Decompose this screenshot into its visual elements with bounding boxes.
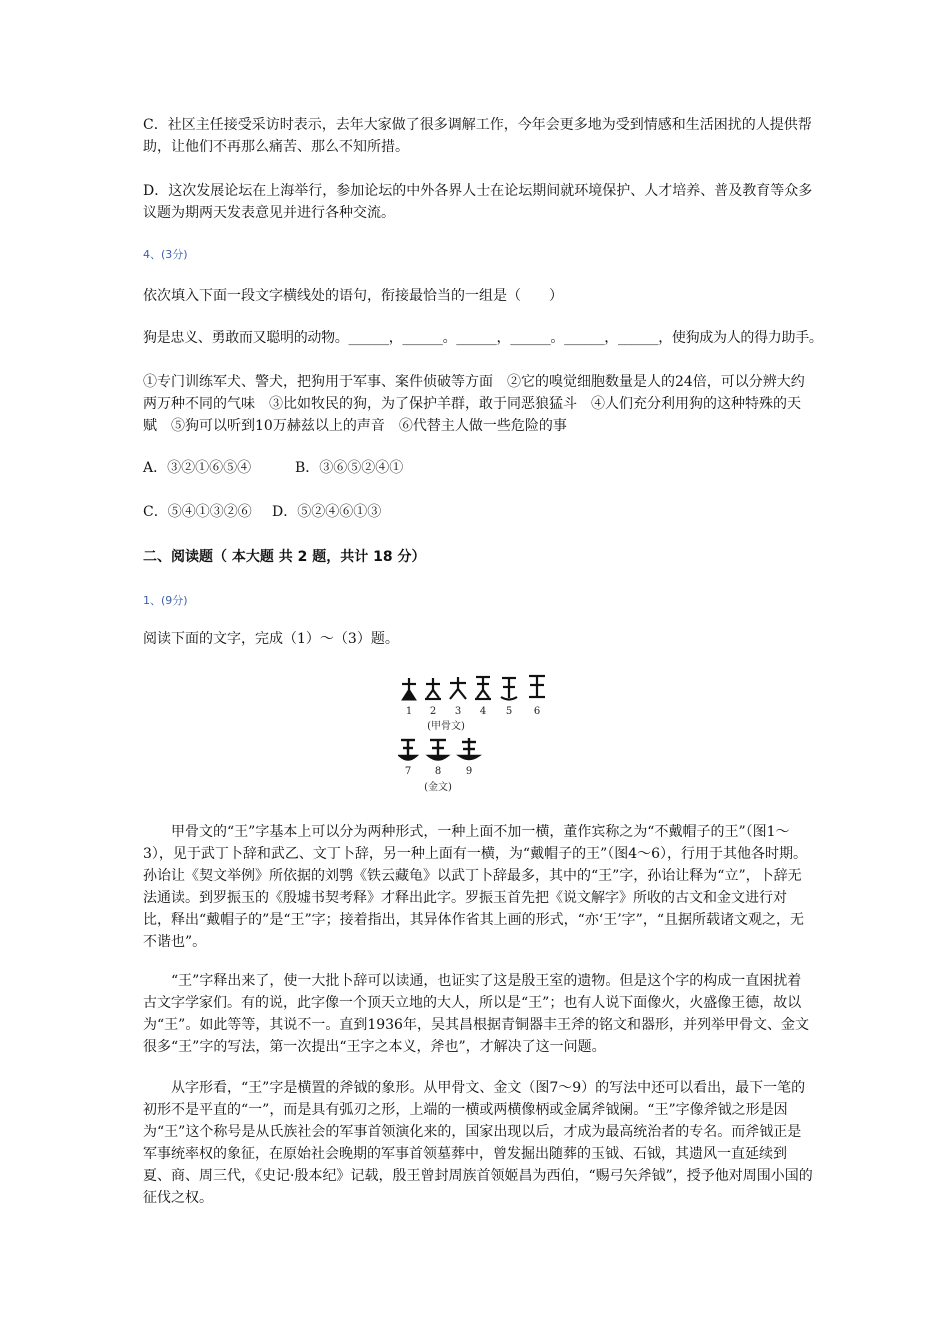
glyph-7 [400,740,416,760]
figure-number-2: 2 [429,706,437,717]
passage-paragraph-2: “王”字释出来了，使一大批卜辞可以读通，也证实了这是殷王室的遗物。但是这个字的构成一直困扰着古文字学家们。有的说，此字像一个顶天立地的大人，所以是“王”；也有人说下面像火，火盛像王德，故以为“王”。如此等等，其说不一。直到1936年，吴其昌根据青铜器丰王斧的铭文和器形，并列举甲骨文、金文很多“王”字的写法，第一次提出“王字之本义，斧也”，才解决了这一问题。 [143,973,809,1055]
q4-sentences: ①专门训练军犬、警犬，把狗用于军事、案件侦破等方面 ②它的嗅觉细胞数量是人的24倍，可以分辨大约两万种不同的气味 ③比如牧民的狗，为了保护羊群，敢于同恶狼猛斗 ④人们充分利用狗的这种特殊的天赋 ⑤狗可以听到10万赫兹以上的声音 ⑥代替主人做一些危险的事 [143,374,805,434]
figure-number-1: 1 [405,706,413,717]
q1-score: 1、(9分) [143,594,188,607]
q4-passage: 狗是忠义、勇敢而又聪明的动物。______，______。______，______。______，______，使狗成为人的得力助手。 [143,330,823,346]
figure-number-9: 9 [465,766,473,777]
q4-prompt: 依次填入下面一段文字横线处的语句，衔接最恰当的一组是（ ） [143,288,563,304]
passage-paragraph-3: 从字形看，“王”字是横置的斧钺的象形。从甲骨文、金文（图7～9）的写法中还可以看出，最下一笔的初形不是平直的“一”，而是具有弧刃之形，上端的一横或两横像柄或金属斧钺阑。“王”字像斧钺之形是因为“王”这个称号是从氏族社会的军事首领演化来的，国家出现以后，才成为最高统治者的专名。而斧钺正是军事统率权的象征，在原始社会晚期的军事首领墓葬中，曾发掘出随葬的玉钺、石钺，其遗风一直延续到夏、商、周三代，《史记·殷本纪》记载，殷王曾封周族首领姬昌为西伯，“赐弓矢斧钺”，授予他对周围小国的征伐之权。 [143,1080,813,1206]
passage-paragraph-1: 甲骨文的“王”字基本上可以分为两种形式，一种上面不加一横，董作宾称之为“不戴帽子的王”（图1～3），见于武丁卜辞和武乙、文丁卜辞，另一种上面有一横，为“戴帽子的王”（图4～6），行用于其他各时期。孙诒让《契文举例》所依据的刘鹗《铁云藏龟》以武丁卜辞最多，其中的“王”字，孙诒让释为“立”，卜辞无法通读。到罗振玉的《殷墟书契考释》才释出此字。罗振玉首先把《说文解字》所收的古文和金文进行对比，释出“戴帽子的”是“王”字；接着指出，其异体作省其上画的形式，“亦‘王’字”，“且据所载诸文观之，无不谐也”。 [143,824,808,950]
glyph-2 [425,678,441,699]
glyph-6 [529,676,545,697]
q4-option-a: A．③②①⑥⑤④ [143,460,252,476]
figure-number-4: 4 [479,706,487,717]
oracle-bone-glyphs [402,676,545,700]
q3-option-c: C．社区主任接受采访时表示，去年大家做了很多调解工作，今年会更多地为受到情感和生活困扰的人提供帮助，让他们不再那么痛苦、那么不知所措。 [143,117,812,155]
q4-option-d: D．⑤②④⑥①③ [272,504,382,520]
wang-character-figure [398,672,558,796]
section-heading: 二、阅读题（ 本大题 共 2 题，共计 18 分） [143,549,426,565]
glyph-5 [501,678,517,700]
q4-option-b: B．③⑥⑤②④① [295,460,404,476]
glyph-4 [475,677,491,699]
glyph-9 [460,738,478,759]
q1-prompt: 阅读下面的文字，完成（1）～（3）题。 [143,631,399,647]
q4-option-c: C．⑤④①③②⑥ [143,504,252,520]
glyph-3 [450,677,466,699]
glyph-8 [429,740,447,760]
figure-number-8: 8 [434,766,442,777]
figure-number-7: 7 [404,766,412,777]
bronze-glyphs [400,738,478,760]
figure-number-3: 3 [454,706,462,717]
figure-number-6: 6 [533,706,541,717]
q4-score: 4、(3分) [143,248,188,261]
bronze-caption: (金文) [424,782,452,793]
figure-number-5: 5 [505,706,513,717]
oracle-caption: (甲骨文) [427,721,465,732]
q3-option-d: D．这次发展论坛在上海举行，参加论坛的中外各界人士在论坛期间就环境保护、人才培养、普及教育等众多议题为期两天发表意见并进行各种交流。 [143,183,813,221]
glyph-1 [402,678,416,700]
